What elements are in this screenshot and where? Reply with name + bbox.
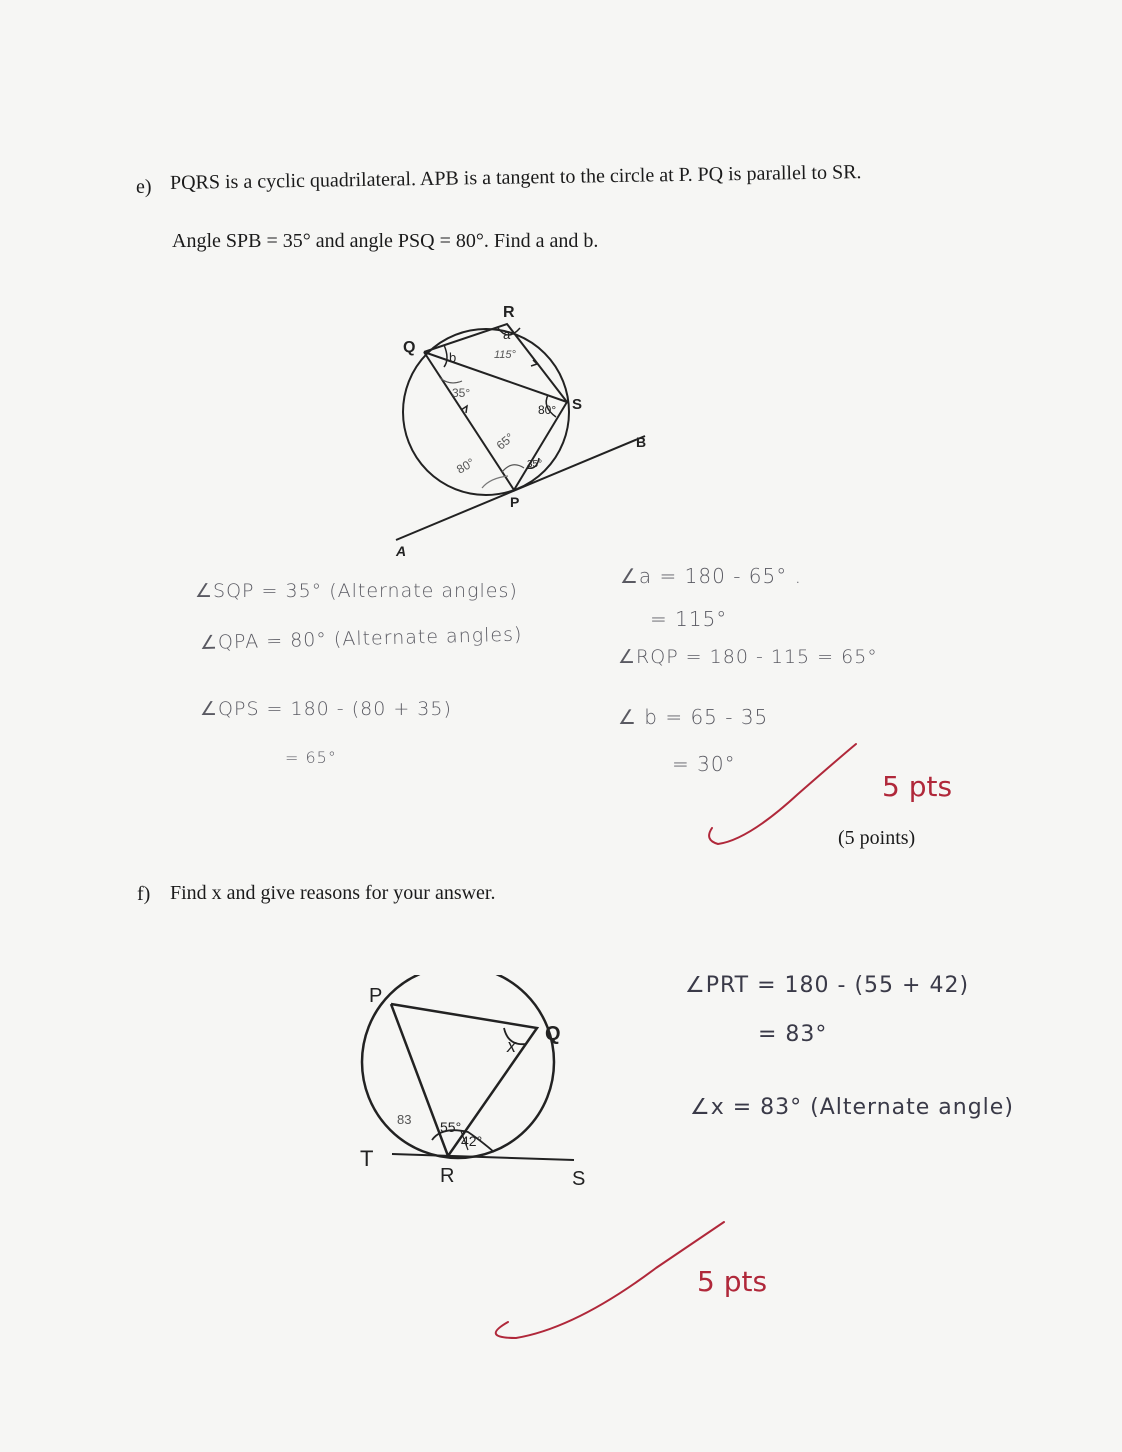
points-e: (5 points) [838,827,916,849]
working-e-right-line5: = 30° [672,752,736,776]
label-R: R [503,304,515,321]
angle-42: 42° [461,1133,483,1149]
label-Q: Q [403,339,416,356]
label-S: S [572,396,583,413]
angle-55: 55° [440,1119,462,1135]
angle-80-s: 80° [538,403,557,417]
angle-83: 83 [397,1112,412,1127]
working-f-line2: = 83° [758,1022,828,1047]
angle-115: 115° [494,349,516,361]
cyclic-quadrilateral-diagram [380,295,670,565]
question-e-text-line2: Angle SPB = 35° and angle PSQ = 80°. Find a and b. [172,230,599,252]
working-e-line4: = 65° [285,748,337,767]
label-P: P [510,494,520,510]
angle-x-label: x [507,1036,516,1056]
working-e-right-line4: ∠ b = 65 - 35 [618,705,769,729]
label-T-f: T [360,1146,374,1171]
working-e-right-line3: ∠RQP = 180 - 115 = 65° [618,646,878,668]
working-e-line1: ∠SQP = 35° (Alternate angles) [195,580,518,602]
grade-e: 5 pts [882,770,953,803]
label-Q-f: Q [545,1023,561,1045]
label-S-f: S [572,1168,586,1190]
label-R-f: R [440,1165,455,1187]
working-e-line2: ∠QPA = 80° (Alternate angles) [199,623,523,654]
question-f-text: Find x and give reasons for your answer. [170,882,496,904]
question-e-text-line1: PQRS is a cyclic quadrilateral. APB is a tangent to the circle at P. PQ is parallel to SR. [169,161,862,194]
angle-label-a: a [503,327,511,342]
question-e-label: e) [136,176,152,198]
label-P-f: P [369,985,383,1007]
angle-label-b: b [449,350,457,365]
angle-35-p: 35° [527,459,543,470]
circle-tangent-diagram [355,975,600,1190]
working-f-line3: ∠x = 83° (Alternate angle) [690,1095,1014,1120]
working-e-right-line2: = 115° [650,607,728,631]
working-e-line3: ∠QPS = 180 - (80 + 35) [200,698,452,720]
angle-65: 65° [493,430,517,453]
label-A: A [396,543,407,559]
grade-f: 5 pts [697,1265,768,1298]
question-f-label: f) [137,883,151,905]
working-f-line1: ∠PRT = 180 - (55 + 42) [685,973,970,998]
angle-35-q: 35° [452,386,471,400]
label-B: B [636,434,647,450]
angle-80-p: 80° [454,455,477,477]
working-e-right-line1: ∠a = 180 - 65° . [620,564,802,588]
